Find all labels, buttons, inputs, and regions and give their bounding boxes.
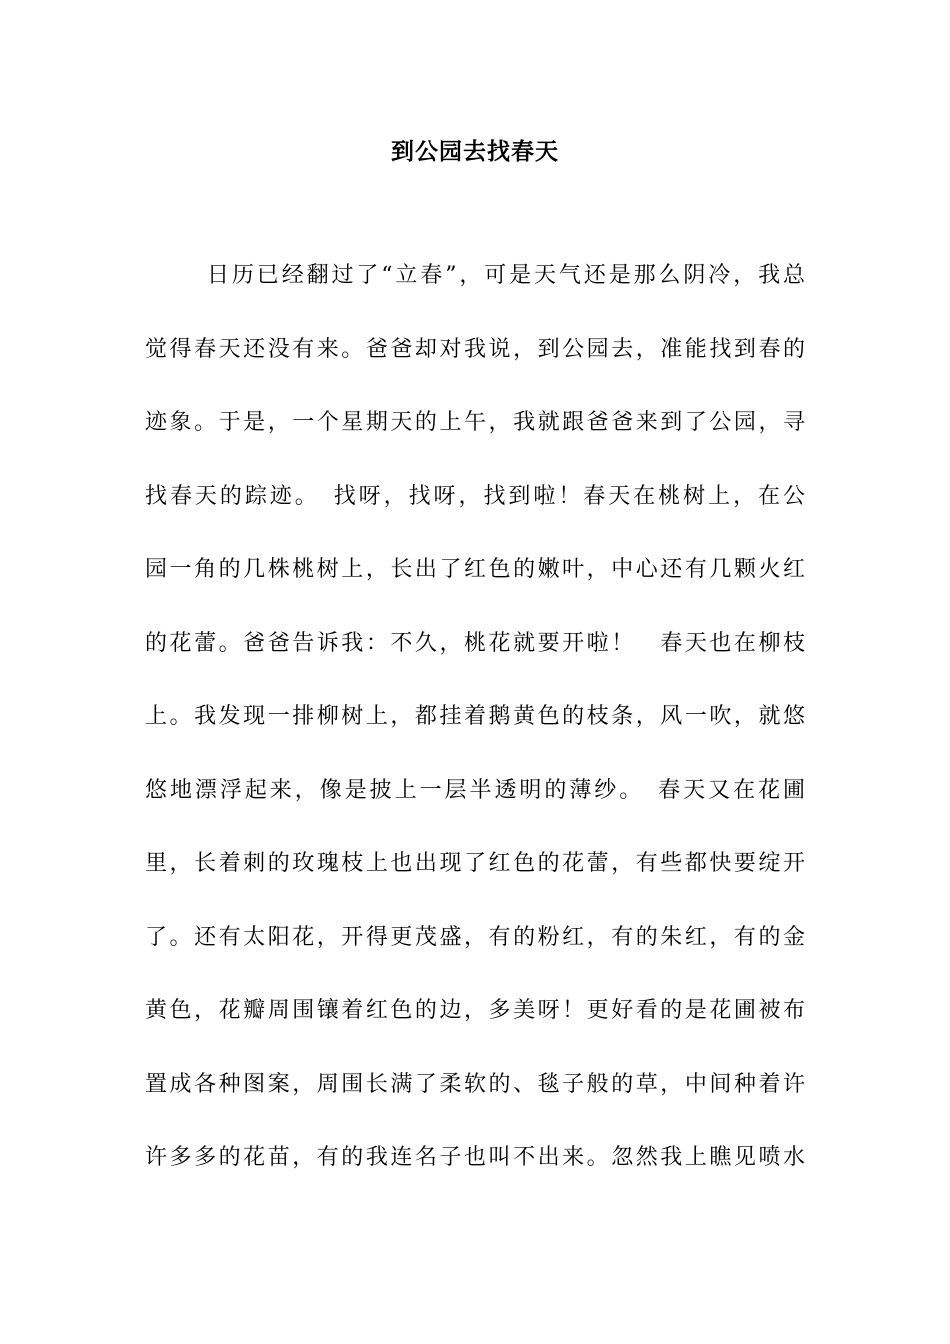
line-text: 置成各种图案，周围长满了柔软的、毯子般的草，中间种着许 bbox=[145, 1071, 805, 1097]
paragraph-line bbox=[145, 1136, 805, 1210]
paragraph-line bbox=[145, 989, 805, 1063]
line-text: 许多多的花苗，有的我连名子也叫不出来。忽然我上瞧见喷水 bbox=[145, 1145, 805, 1170]
line-text: 找春天的踪迹。 找呀，找呀，找到啦！春天在桃树上，在公 bbox=[145, 483, 805, 509]
paragraph-line bbox=[145, 622, 805, 696]
paragraph-line bbox=[145, 769, 805, 843]
paragraph-line bbox=[145, 254, 805, 328]
line-text: 觉得春天还没有来。爸爸却对我说，到公园去，准能找到春的 bbox=[145, 336, 805, 362]
document-body bbox=[145, 254, 805, 1210]
paragraph-line bbox=[145, 548, 805, 622]
document-title: 到公园去找春天 bbox=[391, 139, 559, 165]
line-text: 日历已经翻过了“立春”，可是天气还是那么阴冷，我总 bbox=[207, 263, 805, 288]
line-text: 的花蕾。爸爸告诉我：不久，桃花就要开啦！ 春天也在柳枝 bbox=[145, 630, 805, 656]
paragraph-line bbox=[145, 842, 805, 916]
paragraph-line bbox=[145, 475, 805, 549]
line-text: 里，长着刺的玫瑰枝上也出现了红色的花蕾，有些都快要绽开 bbox=[145, 851, 805, 876]
line-text: 上。我发现一排柳树上，都挂着鹅黄色的枝条，风一吹，就悠 bbox=[145, 704, 805, 729]
line-text: 了。还有太阳花，开得更茂盛，有的粉红，有的朱红，有的金 bbox=[145, 924, 805, 950]
line-text: 迹象。于是，一个星期天的上午，我就跟爸爸来到了公园，寻 bbox=[145, 410, 805, 435]
line-text: 园一角的几株桃树上，长出了红色的嫩叶，中心还有几颗火红 bbox=[145, 557, 805, 582]
paragraph-line bbox=[145, 401, 805, 475]
line-text: 黄色，花瓣周围镶着红色的边，多美呀！更好看的是花圃被布 bbox=[145, 998, 805, 1023]
paragraph-line bbox=[145, 328, 805, 402]
paragraph-line bbox=[145, 695, 805, 769]
paragraph-line bbox=[145, 916, 805, 990]
line-text: 悠地漂浮起来，像是披上一层半透明的薄纱。 春天又在花圃 bbox=[145, 777, 805, 803]
paragraph-line bbox=[145, 1063, 805, 1137]
